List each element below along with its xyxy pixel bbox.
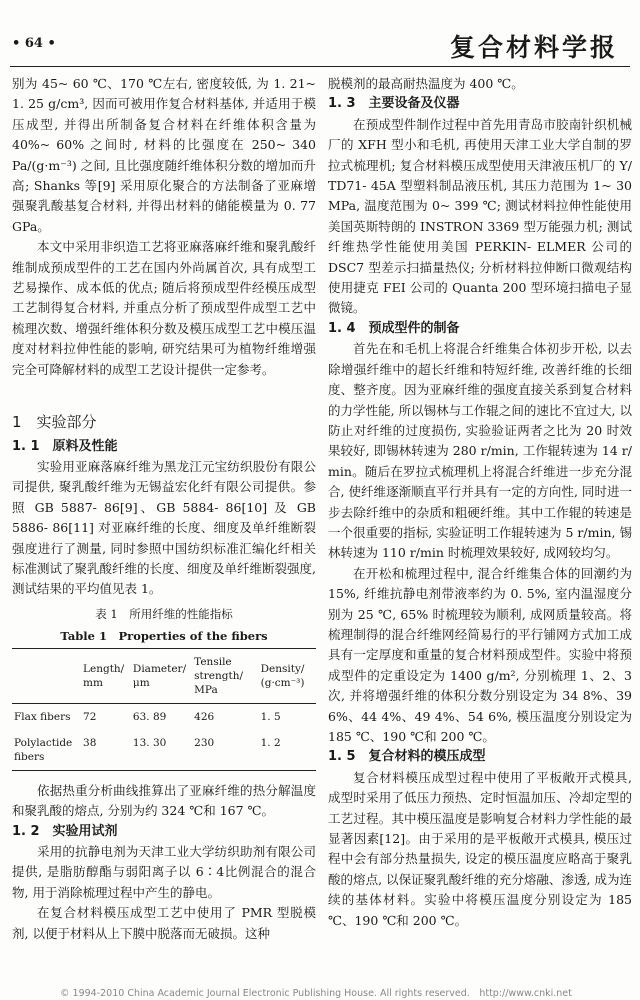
table-cell: Flax fibers [14, 710, 71, 723]
page-number: • 64 • [12, 36, 56, 51]
table-cell: 38 [83, 736, 97, 749]
table-cell: 1. 5 [260, 710, 281, 723]
paragraph: 复合材料模压成型过程中使用了平板敞开式模具, 成型时采用了低压力预热、定时恒温加压、冷却定型的工艺过程。其中模压温度是影响复合材料力学性能的最显著因素[12]。由于采用的是平板敞开式模具, 模压过程中会有部分热量损失, 设定的模压温度应略高于聚乳酸的熔点, 以保证聚乳酸纤维的充分熔融、渗透, 成为连续的基体材料。实验中将模压温度分别设定为 185 ℃、190 ℃和 200 ℃。 [328, 769, 632, 928]
section-heading: 1 实验部分 [12, 413, 97, 432]
table-cell: 72 [83, 710, 97, 723]
spacer [12, 380, 316, 398]
paragraph: 在复合材料模压成型工艺中使用了 PMR 型脱模剂, 以便于材料从上下膜中脱落而无破损。这种 [12, 905, 316, 941]
subsection-heading: 1. 1 原料及性能 [12, 438, 118, 454]
table-cell: Polylactide fibers [14, 736, 73, 763]
subsection-heading: 1. 5 复合材料的模压成型 [328, 749, 486, 765]
journal-title: 复合材料学报 [449, 33, 618, 62]
right-column [328, 74, 632, 931]
paragraph: 依据热重分析曲线推算出了亚麻纤维的热分解温度和聚乳酸的熔点, 分别为约 324 ℃和 167 ℃。 [12, 782, 316, 819]
table-header-cell [12, 648, 81, 703]
subsection-heading: 1. 2 实验用试剂 [12, 823, 118, 839]
subsection-heading: 1. 4 预成型件的制备 [328, 320, 460, 336]
table-header-cell: Density/ (g·cm⁻³) [260, 662, 305, 689]
copyright-footer: © 1994-2010 China Academic Journal Electronic Publishing House. All rights reserved. http://www.cnki.net [60, 988, 572, 999]
table-caption-cn: 表 1 所用纤维的性能指标 [95, 606, 233, 621]
paragraph: 本文中采用非织造工艺将亚麻落麻纤维和聚乳酸纤维制成预成型件的工艺在国内外尚属首次, 具有成型工艺易操作、成本低的优点; 随后将预成型件经模压成型工艺制得复合材料, 并重点分析了预成型件成型工艺中梳理次数、增强纤维体积分数及模压成型工艺中模压温度对材料拉伸性能的影响, 研究结果可为植物纤维增强完全可降解材料的成型工艺设计提供一定参考。 [12, 239, 316, 377]
table-cell: 230 [194, 736, 215, 749]
table-row [12, 703, 316, 730]
table-cell: 63. 89 [132, 710, 167, 723]
paragraph: 脱模剂的最高耐热温度为 400 ℃。 [328, 76, 524, 91]
page-header [10, 28, 630, 68]
paragraph: 采用的抗静电剂为天津工业大学纺织助剂有限公司提供, 是脂肪醇酯与弱阳离子以 6∶4比例混合的混合物, 用于消除梳理过程中产生的静电。 [12, 843, 316, 900]
paragraph: 在开松和梳理过程中, 混合纤维集合体的回潮约为 15%, 纤维抗静电剂带液率约为 0. 5%, 室内温湿度分别为 25 ℃, 65% 时梳理较为顺利, 成网质量较高。将梳理制得的混合纤维网经简易行的平行铺网方式加工成具有一定厚度和重量的复合材料预成型件。实验中将预成型件的定重设定为 1400 g/m², 分别梳理 1、2、3 次, 并将增强纤维的体积分数分别设定为 34 8%、39 6%、44 4%、49 4%、54 6%, 模压温度分别设定为 185 ℃、190 ℃和 200 ℃。 [328, 565, 632, 744]
paragraph: 实验用亚麻落麻纤维为黑龙江元宝纺织股份有限公司提供, 聚乳酸纤维为无锡益宏化纤有限公司提供。参照 GB 5887- 86[9]、GB 5884- 86[10] 及 GB 5886- 86[11] 对亚麻纤维的长度、细度及单纤维断裂强度进行了测量, 同时参照中国纺织标准汇编化纤相关标准测试了聚乳酸纤维的长度、细度及单纤维断裂强度, 测试结果的平均值见表 1。 [12, 458, 316, 597]
table-header-cell: Tensile strength/ MPa [194, 655, 244, 696]
fiber-properties-table [12, 648, 316, 771]
paragraph: 别为 45~ 60 ℃、170 ℃左右, 密度较低, 为 1. 21~ 1. 25 g/cm³, 因而可被用作复合材料基体, 并适用于模压成型, 并得出所制备复合材料在纤维体积含量为 40%~ 60% 之间时, 材料的比强度在 250~ 340 Pa/(g·m⁻³) 之间, 且比强度随纤维体积分数的增加而升高; Shanks 等[9] 采用原化聚合的方法制备了亚麻增强聚乳酸基复合材料, 并得出材料的储能模量为 0. 77 GPa。 [12, 76, 316, 234]
table-cell: 1. 2 [260, 736, 281, 749]
header-rule [10, 66, 630, 67]
subsection-heading: 1. 3 主要设备及仪器 [328, 96, 460, 112]
table-cell: 426 [194, 710, 215, 723]
table-header-cell: Length/ mm [83, 662, 125, 689]
table-header-cell: Diameter/ μm [132, 662, 187, 689]
left-column [12, 74, 316, 944]
table-row [12, 730, 316, 771]
table-cell: 13. 30 [132, 736, 167, 749]
paragraph: 在预成型件制作过程中首先用青岛市胶南针织机械厂的 XFH 型小和毛机, 再使用天津工业大学自制的罗拉式梳理机; 复合材料模压成型使用天津液压机厂的 Y/ TD71- 45A 型塑料制品液压机, 其压力范围为 1~ 30 MPa, 温度范围为 0~ 399 ℃; 测试材料拉伸性能使用美国英斯特朗的 INSTRON 3369 型万能强力机; 测试纤维热学性能使用美国 PERKIN- ELMER 公司的 DSC7 型差示扫描量热仪; 分析材料拉伸断口微观结构使用捷克 FEI 公司的 Quanta 200 型环境扫描电子显微镜。 [328, 116, 632, 316]
paragraph: 首先在和毛机上将混合纤维集合体初步开松, 以去除增强纤维中的超长纤维和特短纤维, 改善纤维的长细度、整齐度。因为亚麻纤维的强度直接关系到复合材料的力学性能, 所以锡林与工作辊之间的速比不宜过大, 以防止对纤维的过度损伤, 实验验证两者之比为 20 时效果较好, 即锡林转速为 280 r/min, 工作辊转速为 14 r/ min。随后在罗拉式梳理机上将混合纤维进一步充分混合, 使纤维逐渐顺直平行并具有一定的方向性, 同时进一步去除纤维中的杂质和粗硬纤维。其中工作辊的转速是一个很重要的指标, 实验证明工作辊转速为 5 r/min, 锡林转速为 110 r/min 时梳理效果较好, 成网较均匀。 [328, 341, 632, 561]
table-header-row [12, 648, 316, 703]
table-caption-en: Table 1 Properties of the fibers [60, 628, 268, 643]
